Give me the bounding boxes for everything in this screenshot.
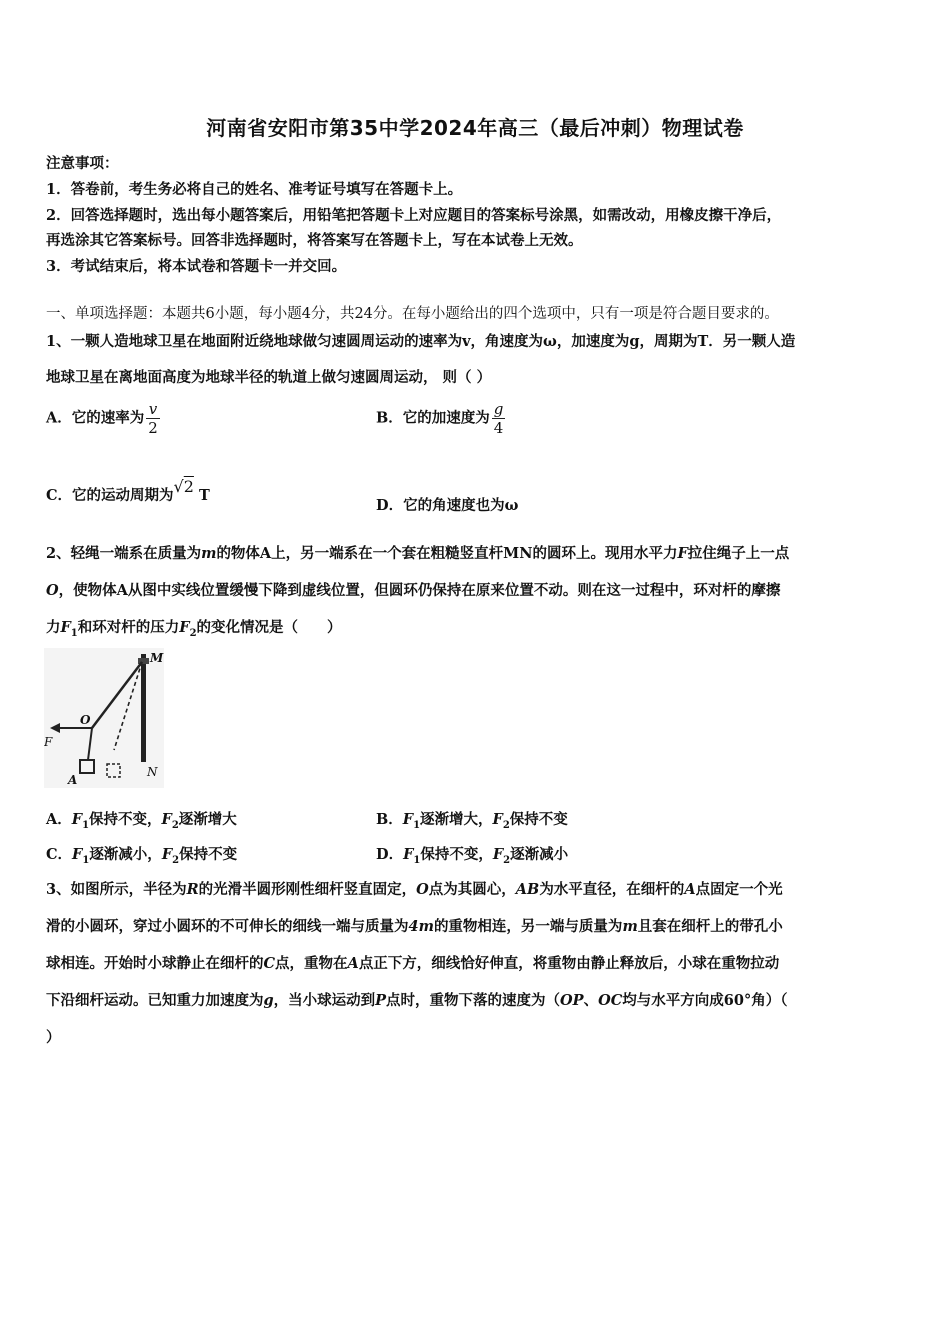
q1-option-a (46, 400, 160, 437)
q1-option-b (376, 400, 505, 437)
var-g: g (263, 992, 274, 1009)
notice-item-1: 1．答卷前，考生务必将自己的姓名、准考证号填写在答题卡上。 (46, 181, 463, 198)
var-C: C (263, 955, 276, 972)
q1-option-c (46, 477, 210, 505)
option-letter: D． (376, 846, 404, 863)
q3-stem-line3 (46, 952, 779, 973)
text-run: 的重物相连，另一端与质量为 (433, 918, 623, 935)
option-letter: B． (376, 811, 403, 828)
text-run: 逐渐增大， (420, 811, 493, 828)
text-run: 为水平直径，在细杆的 (539, 881, 685, 898)
var-AB: AB (515, 881, 540, 898)
q1-option-c-suffix: T (193, 487, 210, 504)
text-run: 逐渐增大 (178, 811, 237, 828)
q2-option-b (376, 808, 568, 831)
label-m: M (150, 651, 164, 665)
text-run: 2、轻绳一端系在质量为 (46, 545, 202, 562)
text-run: 和环对杆的压力 (77, 619, 180, 636)
q1-stem-line2: 地球卫星在离地面高度为地球半径的轨道上做匀速圆周运动， 则（ ） (46, 369, 492, 386)
text-run: 保持不变 (179, 846, 238, 863)
subscript: 1 (82, 819, 90, 831)
label-a: A (68, 773, 78, 787)
page-title: 河南省安阳市第35中学2024年高三（最后冲刺）物理试卷 (206, 116, 744, 140)
q3-stem-line1 (46, 878, 783, 899)
subscript: 2 (172, 854, 180, 866)
q2-stem-line2 (46, 579, 780, 600)
text-run: 的变化情况是（ ） (196, 619, 342, 636)
text-run: 球相连。开始时小球静止在细杆的 (46, 955, 264, 972)
var-P: P (375, 992, 387, 1009)
subscript: 1 (82, 854, 90, 866)
text-run: 均与水平方向成60°角）（ (622, 992, 788, 1009)
option-letter: C． (46, 846, 73, 863)
text-run: 保持不变， (420, 846, 493, 863)
text-run: ，使物体A从图中实线位置缓慢下降到虚线位置，但圆环仍保持在原来位置不动。则在这一过程中，环对杆的摩擦 (58, 582, 781, 599)
text-run: 、 (583, 992, 599, 1009)
q3-stem-line5: ） (46, 1029, 61, 1046)
text-run: 逐渐减小， (89, 846, 162, 863)
section-heading: 一、单项选择题：本题共6小题，每小题4分，共24分。在每小题给出的四个选项中，只有一项是符合题目要求的。 (46, 306, 779, 322)
text-run: 拉住绳子上一点 (687, 545, 790, 562)
fraction-g-over-4 (492, 400, 506, 437)
var-O: O (416, 881, 429, 898)
q2-option-a (46, 808, 237, 831)
var-F: F (677, 545, 688, 562)
var-OC: OC (598, 992, 623, 1009)
q1-option-c-label: C．它的运动周期为 (46, 487, 174, 504)
text-run: ，当小球运动到 (273, 992, 376, 1009)
text-run: 3、如图所示，半径为 (46, 881, 187, 898)
label-o: O (80, 713, 91, 727)
subscript: 2 (171, 819, 179, 831)
notice-heading: 注意事项： (46, 155, 119, 172)
q1-option-b-label: B．它的加速度为 (376, 409, 490, 427)
text-run: 保持不变， (89, 811, 162, 828)
var-OP: OP (560, 992, 584, 1009)
fraction-denominator: 2 (148, 419, 158, 437)
text-run: 的光滑半圆形刚性细杆竖直固定， (198, 881, 417, 898)
q2-rope-ring-figure (44, 648, 164, 788)
option-letter: A． (46, 811, 72, 828)
sqrt-radicand: 2 (183, 477, 194, 496)
text-run: 点固定一个光 (695, 881, 783, 898)
var-m: m (622, 918, 638, 935)
var-m: m (201, 545, 217, 562)
q2-option-d (376, 843, 568, 866)
subscript: 1 (413, 854, 421, 866)
subscript: 1 (413, 819, 421, 831)
fraction-v-over-2 (146, 400, 160, 437)
notice-item-2: 2．回答选择题时，选出每小题答案后，用铅笔把答题卡上对应题目的答案标号涂黑，如需改动，用橡皮擦干净后， (46, 207, 782, 224)
q2-stem-line3 (46, 616, 342, 639)
fraction-denominator: 4 (492, 418, 506, 437)
subscript: 2 (503, 854, 511, 866)
subscript: 2 (502, 819, 510, 831)
text-run: 力 (46, 619, 61, 636)
text-run: 点为其圆心， (428, 881, 516, 898)
var-F: F (179, 619, 190, 636)
notice-item-2-cont: 再选涂其它答案标号。回答非选择题时，将答案写在答题卡上，写在本试卷上无效。 (46, 232, 583, 249)
var-O: O (46, 582, 59, 599)
fraction-numerator: g (493, 400, 504, 418)
var-A: A (347, 955, 359, 972)
q1-option-d: D．它的角速度也为ω (376, 497, 519, 514)
notice-item-3: 3．考试结束后，将本试卷和答题卡一并交回。 (46, 258, 347, 275)
text-run: 保持不变 (509, 811, 568, 828)
var-F: F (492, 846, 504, 863)
var-F: F (492, 811, 503, 828)
text-run: 且套在细杆上的带孔小 (637, 918, 783, 935)
subscript: 2 (189, 627, 197, 639)
q1-option-a-label: A．它的速率为 (46, 409, 145, 427)
var-F: F (161, 811, 172, 828)
text-run: 滑的小圆环，穿过小圆环的不可伸长的细线一端与质量为 (46, 918, 409, 935)
sqrt-symbol: √2 (173, 477, 194, 496)
text-run: 点，重物在 (275, 955, 348, 972)
text-run: 点时，重物下落的速度为（ (386, 992, 561, 1009)
label-f: F (44, 735, 53, 749)
var-F: F (71, 811, 83, 828)
q1-stem-line1: 1、一颗人造地球卫星在地面附近绕地球做匀速圆周运动的速率为v，角速度为ω，加速度为g，周期为T．另一颗人造 (46, 333, 796, 350)
subscript: 1 (70, 627, 78, 639)
var-F: F (403, 846, 414, 863)
var-F: F (402, 811, 414, 828)
var-F: F (161, 846, 173, 863)
q3-stem-line2 (46, 915, 783, 936)
fraction-numerator: v (148, 400, 158, 418)
label-n: N (147, 765, 158, 779)
var-F: F (60, 619, 71, 636)
var-A: A (684, 881, 696, 898)
text-run: 的物体A上，另一端系在一个套在粗糙竖直杆MN的圆环上。现用水平力 (216, 545, 678, 562)
q3-stem-line4 (46, 989, 787, 1010)
q2-option-c (46, 843, 237, 866)
var-R: R (186, 881, 199, 898)
q2-stem-line1 (46, 542, 789, 563)
text-run: 下沿细杆运动。已知重力加速度为 (46, 992, 264, 1009)
var-4m: 4m (408, 918, 434, 935)
text-run: 点正下方，细线恰好伸直，将重物由静止释放后，小球在重物拉动 (358, 955, 780, 972)
text-run: 逐渐减小 (510, 846, 569, 863)
vertical-rod-mn (141, 654, 146, 762)
var-F: F (72, 846, 83, 863)
